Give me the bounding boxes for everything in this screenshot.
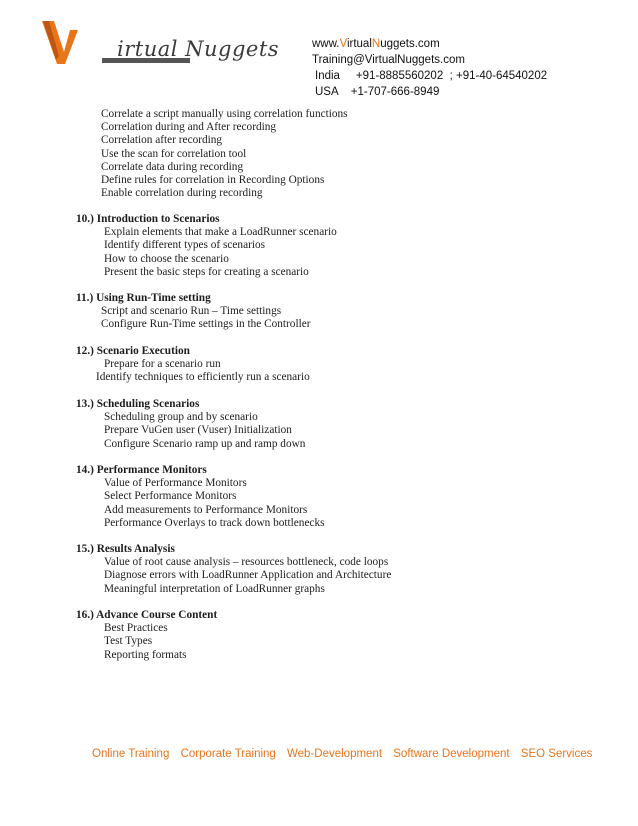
footer-online-training[interactable]: Online Training — [92, 748, 170, 760]
list-item: Explain elements that make a LoadRunner scenario — [104, 226, 337, 239]
list-item: Diagnose errors with LoadRunner Application and Architecture — [104, 569, 392, 582]
list-item: Enable correlation during recording — [101, 187, 263, 200]
list-item: Define rules for correlation in Recording Options — [101, 174, 325, 187]
correlation-list — [101, 108, 348, 200]
footer-services — [92, 748, 592, 760]
list-item: Reporting formats — [104, 648, 187, 661]
contact-info — [312, 36, 547, 100]
section-heading: 15.) Results Analysis — [76, 543, 175, 555]
section-advance-course-content — [76, 609, 217, 662]
logo-v-icon — [40, 16, 100, 66]
virtual-nuggets-logo — [40, 16, 280, 66]
section-introduction-to-scenarios — [76, 213, 337, 279]
list-item: Configure Scenario ramp up and ramp down — [104, 437, 306, 450]
list-item: Identify techniques to efficiently run a scenario — [96, 371, 310, 384]
list-item: Meaningful interpretation of LoadRunner graphs — [104, 582, 325, 595]
list-item: Test Types — [104, 635, 153, 648]
list-item: Correlate data during recording — [101, 160, 244, 173]
usa-phone: USA +1-707-666-8949 — [315, 86, 440, 98]
list-item: Add measurements to Performance Monitors — [104, 503, 308, 516]
list-item: Present the basic steps for creating a scenario — [104, 265, 309, 278]
footer-software-development[interactable]: Software Development — [393, 748, 510, 760]
list-item: Prepare for a scenario run — [104, 358, 221, 371]
section-heading: 11.) Using Run-Time setting — [76, 292, 211, 304]
india-phone: India +91-8885560202 ; +91-40-64540202 — [315, 70, 548, 82]
list-item: Best Practices — [104, 622, 168, 635]
section-heading: 10.) Introduction to Scenarios — [76, 213, 220, 225]
section-heading: 16.) Advance Course Content — [76, 609, 218, 621]
list-item: Script and scenario Run – Time settings — [101, 305, 282, 318]
footer-seo-services[interactable]: SEO Services — [520, 748, 593, 760]
list-item: Correlate a script manually using correlation functions — [101, 108, 348, 120]
section-performance-monitors — [76, 464, 325, 530]
list-item: Value of Performance Monitors — [104, 477, 247, 490]
website-link[interactable]: www.VirtualNuggets.com — [312, 38, 440, 50]
list-item: Prepare VuGen user (Vuser) Initialization — [104, 424, 292, 437]
list-item: Performance Overlays to track down bottlenecks — [104, 516, 325, 529]
list-item: Scheduling group and by scenario — [104, 411, 258, 424]
section-heading: 12.) Scenario Execution — [76, 345, 190, 357]
list-item: Select Performance Monitors — [104, 490, 237, 503]
footer-web-development[interactable]: Web-Development — [287, 748, 383, 760]
list-item: Use the scan for correlation tool — [101, 147, 247, 160]
section-heading: 13.) Scheduling Scenarios — [76, 398, 200, 410]
list-item: Value of root cause analysis – resources bottleneck, code loops — [104, 556, 389, 569]
list-item: Configure Run-Time settings in the Controller — [101, 318, 311, 331]
section-scenario-execution — [76, 345, 310, 385]
section-using-run-time-setting — [76, 292, 311, 332]
section-scheduling-scenarios — [76, 398, 305, 451]
email-link[interactable]: Training@VirtualNuggets.com — [312, 54, 465, 66]
list-item: Correlation after recording — [101, 134, 223, 147]
section-heading: 14.) Performance Monitors — [76, 464, 207, 476]
section-results-analysis — [76, 543, 391, 596]
logo-text: irtual Nuggets — [117, 37, 280, 61]
list-item: Correlation during and After recording — [101, 121, 277, 134]
list-item: Identify different types of scenarios — [104, 239, 266, 252]
footer-corporate-training[interactable]: Corporate Training — [180, 748, 276, 760]
list-item: How to choose the scenario — [104, 252, 229, 265]
